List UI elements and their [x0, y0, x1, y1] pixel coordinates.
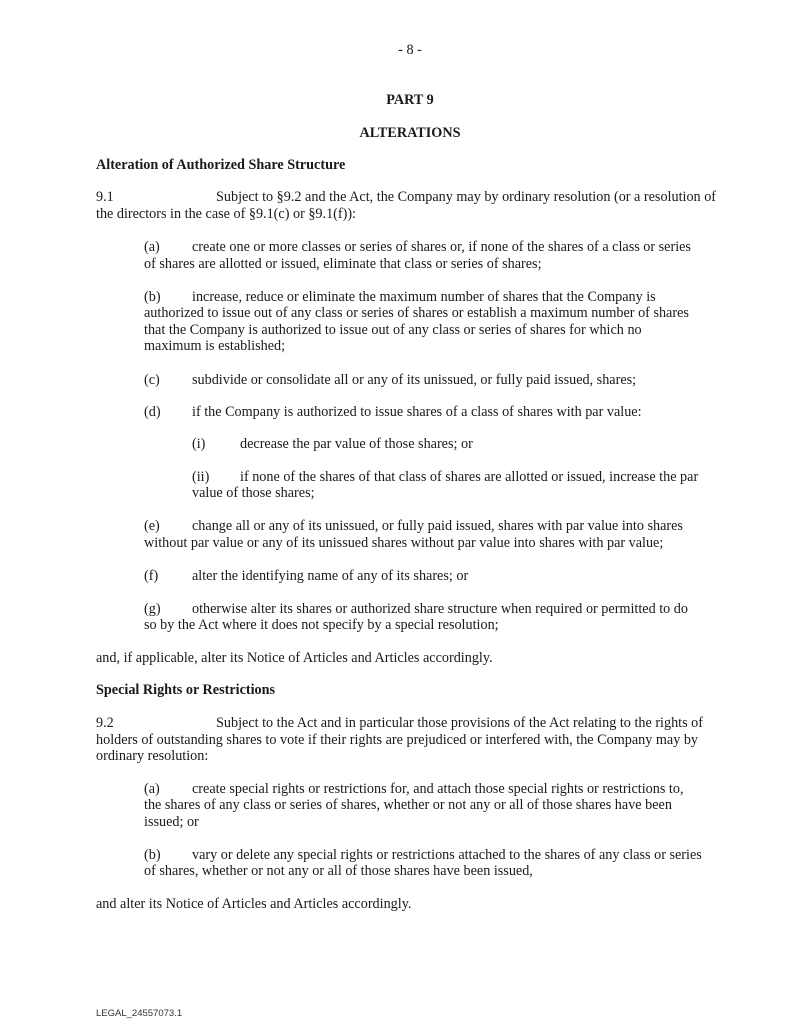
section-9-1-closing: and, if applicable, alter its Notice of Articles and Articles accordingly. — [96, 650, 493, 666]
item-9-2-a-line2: the shares of any class or series of shares, whether or not any or all of those shares have been — [144, 797, 672, 813]
page-number: - 8 - — [398, 42, 422, 58]
item-9-1-g-label: (g) — [144, 601, 161, 617]
section-9-2-intro-line2: holders of outstanding shares to vote if their rights are prejudiced or interfered with, the Company may by — [96, 732, 699, 748]
section-9-1-heading: Alteration of Authorized Share Structure — [96, 157, 346, 173]
item-9-1-c-line1: subdivide or consolidate all or any of its unissued, or fully paid issued, shares; — [192, 372, 637, 388]
section-9-2-intro-line3: ordinary resolution: — [96, 748, 209, 764]
item-9-1-f-label: (f) — [144, 568, 159, 584]
item-9-1-d-label: (d) — [144, 404, 161, 420]
item-9-1-d-i-line1: decrease the par value of those shares; or — [240, 436, 473, 452]
item-9-2-a-label: (a) — [144, 781, 160, 797]
section-9-2-intro-line1: Subject to the Act and in particular those provisions of the Act relating to the rights of — [216, 715, 704, 731]
item-9-1-c-label: (c) — [144, 372, 160, 388]
item-9-1-a-line1: create one or more classes or series of shares or, if none of the shares of a class or series — [192, 239, 691, 255]
section-title: ALTERATIONS — [359, 125, 461, 141]
section-9-1-intro-line2: the directors in the case of §9.1(c) or §9.1(f)): — [96, 206, 357, 222]
item-9-1-d-ii-line2: value of those shares; — [192, 485, 315, 501]
item-9-1-b-line1: increase, reduce or eliminate the maximum number of shares that the Company is — [192, 289, 656, 305]
section-9-2-closing: and alter its Notice of Articles and Articles accordingly. — [96, 896, 412, 912]
item-9-1-b-line4: maximum is established; — [144, 338, 286, 354]
item-9-1-a-line2: of shares are allotted or issued, eliminate that class or series of shares; — [144, 256, 542, 272]
section-9-1-number: 9.1 — [96, 189, 114, 205]
item-9-2-a-line3: issued; or — [144, 814, 199, 830]
item-9-2-b-label: (b) — [144, 847, 161, 863]
item-9-1-f-line1: alter the identifying name of any of its shares; or — [192, 568, 469, 584]
section-9-1-intro-line1: Subject to §9.2 and the Act, the Company may by ordinary resolution (or a resolution of — [216, 189, 717, 205]
item-9-1-e-line1: change all or any of its unissued, or fully paid issued, shares with par value into shares — [192, 518, 683, 534]
item-9-1-b-line2: authorized to issue out of any class or series of shares or establish a maximum number of shares — [144, 305, 689, 321]
item-9-1-d-ii-label: (ii) — [192, 469, 210, 485]
item-9-1-b-label: (b) — [144, 289, 161, 305]
section-9-2-number: 9.2 — [96, 715, 114, 731]
item-9-2-a-line1: create special rights or restrictions for, and attach those special rights or restrictions to, — [192, 781, 684, 797]
item-9-1-e-label: (e) — [144, 518, 160, 534]
item-9-2-b-line2: of shares, whether or not any or all of those shares have been issued, — [144, 863, 533, 879]
item-9-1-g-line2: so by the Act where it does not specify by a special resolution; — [144, 617, 499, 633]
item-9-1-b-line3: that the Company is authorized to issue out of any class or series of shares for which no — [144, 322, 642, 338]
item-9-1-g-line1: otherwise alter its shares or authorized share structure when required or permitted to do — [192, 601, 688, 617]
item-9-1-d-line1: if the Company is authorized to issue shares of a class of shares with par value: — [192, 404, 642, 420]
section-9-2-heading: Special Rights or Restrictions — [96, 682, 276, 698]
item-9-1-e-line2: without par value or any of its unissued shares without par value into shares with par value; — [144, 535, 664, 551]
item-9-2-b-line1: vary or delete any special rights or restrictions attached to the shares of any class or series — [192, 847, 702, 863]
part-title: PART 9 — [386, 92, 434, 108]
item-9-1-a-label: (a) — [144, 239, 160, 255]
document-footer-id: LEGAL_24557073.1 — [96, 1008, 183, 1019]
item-9-1-d-i-label: (i) — [192, 436, 206, 452]
item-9-1-d-ii-line1: if none of the shares of that class of shares are allotted or issued, increase the par — [240, 469, 699, 485]
